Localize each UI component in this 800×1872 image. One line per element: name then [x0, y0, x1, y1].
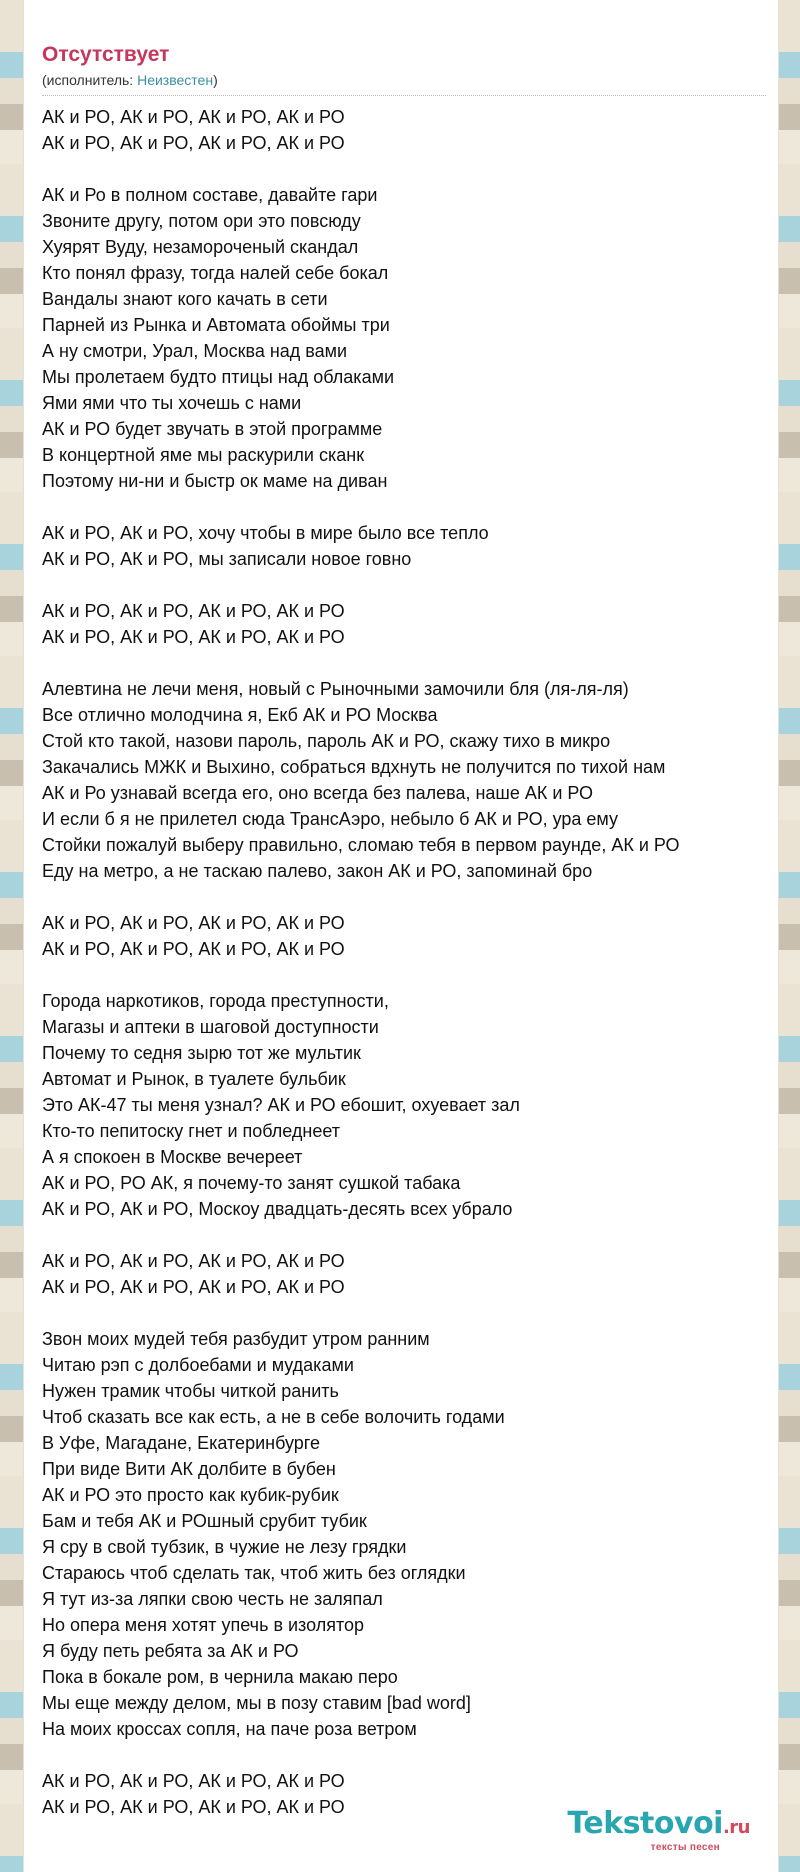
lyric-line: Бам и тебя АК и РОшный срубит тубик [42, 1511, 367, 1531]
artist-link[interactable]: Неизвестен [137, 72, 214, 88]
lyric-line: А ну смотри, Урал, Москва над вами [42, 341, 348, 361]
lyric-line: АК и РО, АК и РО, АК и РО, АК и РО [42, 107, 345, 127]
lyric-line: АК и РО, АК и РО, мы записали новое говно [42, 549, 412, 569]
lyric-line: АК и РО это просто как кубик-рубик [42, 1485, 339, 1505]
song-header [42, 42, 766, 96]
lyric-line: Хуярят Вуду, незамороченый скандал [42, 237, 359, 257]
lyric-line: Я сру в свой тубзик, в чужие не лезу грядки [42, 1537, 407, 1557]
stanza-break [42, 884, 770, 910]
lyric-line: А я спокоен в Москве вечереет [42, 1147, 303, 1167]
lyric-line: АК и РО, АК и РО, АК и РО, АК и РО [42, 939, 345, 959]
stanza-break [42, 1742, 770, 1768]
lyric-line: Нужен трамик чтобы читкой ранить [42, 1381, 339, 1401]
stanza-break [42, 1300, 770, 1326]
lyrics-text [42, 104, 770, 1820]
lyric-line: Но опера меня хотят упечь в изолятор [42, 1615, 365, 1635]
lyric-line: АК и РО, РО АК, я почему-то занят сушкой табака [42, 1173, 461, 1193]
stanza-break [42, 650, 770, 676]
lyric-line: Я буду петь ребята за АК и РО [42, 1641, 299, 1661]
lyric-line: Вандалы знают кого качать в сети [42, 289, 328, 309]
lyric-line: Парней из Рынка и Автомата обоймы три [42, 315, 390, 335]
lyric-line: АК и РО, АК и РО, АК и РО, АК и РО [42, 601, 345, 621]
artist-suffix: ) [213, 72, 218, 88]
lyric-line: АК и РО, АК и РО, хочу чтобы в мире было все тепло [42, 523, 489, 543]
lyric-line: Стараюсь чтоб сделать так, чтоб жить без оглядки [42, 1563, 466, 1583]
lyric-line: Закачались МЖК и Выхино, собраться вдхнуть не получится по тихой нам [42, 757, 666, 777]
logo-tagline: тексты песен [650, 1842, 720, 1853]
lyric-line: АК и РО, АК и РО, АК и РО, АК и РО [42, 1277, 345, 1297]
logo-domain-suffix: .ru [722, 1817, 750, 1838]
stanza-break [42, 962, 770, 988]
stanza-break [42, 1222, 770, 1248]
lyric-line: Автомат и Рынок, в туалете бульбик [42, 1069, 346, 1089]
lyric-line: Города наркотиков, города преступности, [42, 991, 389, 1011]
stanza-break [42, 494, 770, 520]
lyric-line: Стойки пожалуй выберу правильно, сломаю тебя в первом раунде, АК и РО [42, 835, 680, 855]
lyric-line: Ями ями что ты хочешь с нами [42, 393, 302, 413]
lyric-line: Еду на метро, а не таскаю палево, закон АК и РО, запоминай бро [42, 861, 593, 881]
lyric-line: Кто-то пепитоску гнет и побледнеет [42, 1121, 340, 1141]
lyric-line: И если б я не прилетел сюда ТрансАэро, небыло б АК и РО, ура ему [42, 809, 618, 829]
lyric-line: На моих кроссах сопля, на паче роза ветром [42, 1719, 417, 1739]
lyric-line: АК и РО, АК и РО, АК и РО, АК и РО [42, 1771, 345, 1791]
lyric-line: Все отлично молодчина я, Екб АК и РО Москва [42, 705, 438, 725]
lyric-line: Алевтина не лечи меня, новый с Рыночными замочили бля (ля-ля-ля) [42, 679, 629, 699]
lyric-line: В концертной яме мы раскурили сканк [42, 445, 365, 465]
lyric-line: АК и РО, АК и РО, АК и РО, АК и РО [42, 1797, 345, 1817]
lyric-line: При виде Вити АК долбите в бубен [42, 1459, 336, 1479]
lyric-line: Чтоб сказать все как есть, а не в себе волочить годами [42, 1407, 505, 1427]
lyric-line: В Уфе, Магадане, Екатеринбурге [42, 1433, 320, 1453]
lyric-line: Кто понял фразу, тогда налей себе бокал [42, 263, 389, 283]
logo-wordmark: Tekstovoi [567, 1806, 723, 1841]
lyric-line: Читаю рэп с долбоебами и мудаками [42, 1355, 354, 1375]
lyric-line: Мы еще между делом, мы в позу ставим [bad word] [42, 1693, 471, 1713]
lyric-line: АК и РО, АК и РО, АК и РО, АК и РО [42, 133, 345, 153]
lyric-line: Это АК-47 ты меня узнал? АК и РО ебошит, охуевает зал [42, 1095, 520, 1115]
lyric-line: АК и РО, АК и РО, АК и РО, АК и РО [42, 627, 345, 647]
lyric-line: АК и РО, АК и РО, АК и РО, АК и РО [42, 1251, 345, 1271]
lyric-line: Я тут из-за ляпки свою честь не заляпал [42, 1589, 383, 1609]
lyric-line: Поэтому ни-ни и быстр ок маме на диван [42, 471, 388, 491]
artist-line [42, 72, 766, 96]
song-title: Отсутствует [42, 43, 170, 66]
lyric-line: Звоните другу, потом ори это повсюду [42, 211, 361, 231]
lyric-line: Звон моих мудей тебя разбудит утром ранним [42, 1329, 430, 1349]
site-logo[interactable] [567, 1808, 750, 1853]
lyric-line: АК и Ро узнавай всегда его, оно всегда без палева, наше АК и РО [42, 783, 594, 803]
lyric-line: АК и РО будет звучать в этой программе [42, 419, 383, 439]
lyric-line: Пока в бокале ром, в чернила макаю перо [42, 1667, 398, 1687]
stanza-break [42, 156, 770, 182]
lyric-line: Стой кто такой, назови пароль, пароль АК и РО, скажу тихо в микро [42, 731, 611, 751]
lyrics-card [24, 0, 778, 1872]
artist-prefix: (исполнитель: [42, 72, 138, 88]
lyric-line: АК и РО, АК и РО, АК и РО, АК и РО [42, 913, 345, 933]
lyric-line: АК и Ро в полном составе, давайте гари [42, 185, 378, 205]
lyric-line: АК и РО, АК и РО, Москоу двадцать-десять всех убрало [42, 1199, 513, 1219]
stanza-break [42, 572, 770, 598]
lyric-line: Магазы и аптеки в шаговой доступности [42, 1017, 379, 1037]
lyric-line: Почему то седня зырю тот же мультик [42, 1043, 361, 1063]
lyric-line: Мы пролетаем будто птицы над облаками [42, 367, 395, 387]
